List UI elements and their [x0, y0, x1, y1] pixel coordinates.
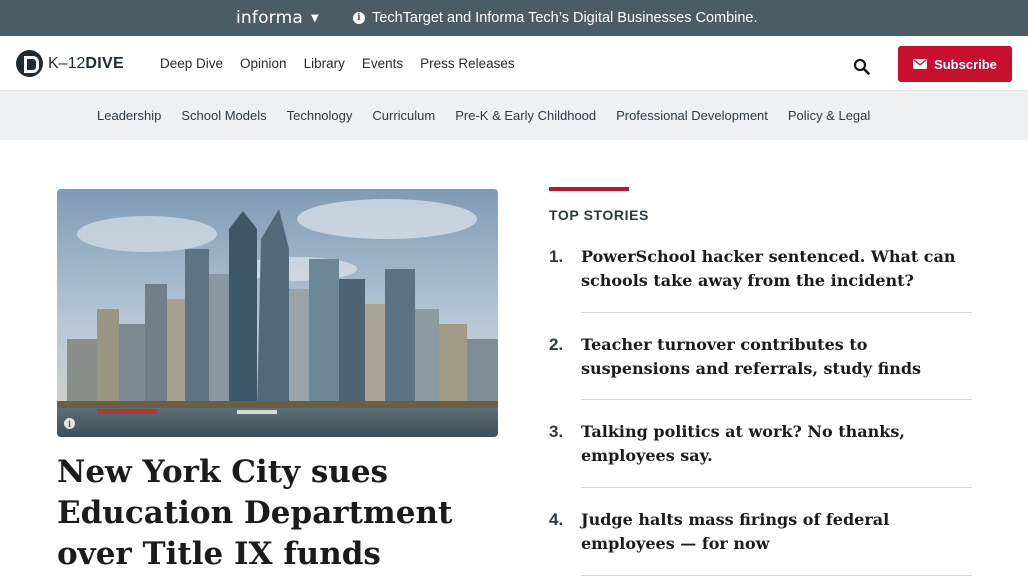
- topic-school-models[interactable]: School Models: [181, 108, 267, 123]
- nav-press-releases[interactable]: Press Releases: [420, 56, 515, 71]
- topic-professional-development[interactable]: Professional Development: [616, 108, 768, 123]
- hero-headline[interactable]: New York City sues Education Department over Title IX funds: [57, 454, 453, 572]
- story-title[interactable]: Judge halts mass firings of federal employees — for now: [581, 510, 890, 553]
- nav-events[interactable]: Events: [361, 56, 404, 71]
- story-title[interactable]: Teacher turnover contributes to suspensions and referrals, study finds: [581, 335, 922, 378]
- story-number: 3.: [549, 422, 564, 441]
- topic-pre-k[interactable]: Pre-K & Early Childhood: [455, 108, 597, 123]
- story-divider: [581, 312, 972, 313]
- site-header: [0, 36, 1028, 91]
- informa-banner: [0, 0, 1028, 36]
- informa-logo[interactable]: [236, 8, 319, 28]
- topic-technology[interactable]: Technology: [286, 108, 353, 123]
- topic-bar: [0, 91, 1028, 140]
- announcement-text[interactable]: TechTarget and Informa Tech’s Digital Businesses Combine.: [372, 10, 758, 26]
- search-icon[interactable]: [853, 58, 871, 76]
- hero-image[interactable]: [57, 189, 498, 437]
- topic-nav: [97, 108, 890, 123]
- top-stories-heading: TOP STORIES: [549, 207, 649, 223]
- main-nav: [160, 56, 532, 71]
- topic-curriculum[interactable]: Curriculum: [372, 108, 436, 123]
- topic-policy-legal[interactable]: Policy & Legal: [787, 108, 871, 123]
- subscribe-button[interactable]: [898, 46, 1012, 82]
- chevron-down-icon[interactable]: ▼: [310, 12, 319, 24]
- brand-prefix: K–12: [48, 54, 86, 72]
- announcement-notice[interactable]: [353, 10, 758, 26]
- nav-deep-dive[interactable]: Deep Dive: [160, 56, 224, 71]
- story-number: 1.: [549, 247, 564, 266]
- mail-icon: [913, 59, 927, 69]
- city-skyline-illustration: [57, 189, 498, 437]
- brand-name: [48, 55, 124, 73]
- story-divider: [581, 487, 972, 488]
- story-title[interactable]: Talking politics at work? No thanks, employees say.: [581, 422, 905, 465]
- topic-leadership[interactable]: Leadership: [97, 108, 162, 123]
- story-number: 4.: [549, 510, 564, 529]
- info-icon: i: [353, 12, 365, 24]
- image-info-icon[interactable]: i: [64, 418, 75, 429]
- subscribe-label: Subscribe: [934, 56, 997, 72]
- story-divider: [581, 399, 972, 400]
- nav-library[interactable]: Library: [303, 56, 345, 71]
- top-stories-accent-rule: [549, 187, 629, 191]
- nav-opinion[interactable]: Opinion: [240, 56, 287, 71]
- informa-logo-text: informa: [236, 8, 303, 28]
- brand-mark-icon: [16, 50, 43, 77]
- story-title[interactable]: PowerSchool hacker sentenced. What can schools take away from the incident?: [581, 247, 956, 290]
- story-number: 2.: [549, 335, 564, 354]
- brand-suffix: DIVE: [85, 54, 124, 72]
- site-logo[interactable]: [16, 50, 124, 77]
- story-divider: [581, 575, 972, 576]
